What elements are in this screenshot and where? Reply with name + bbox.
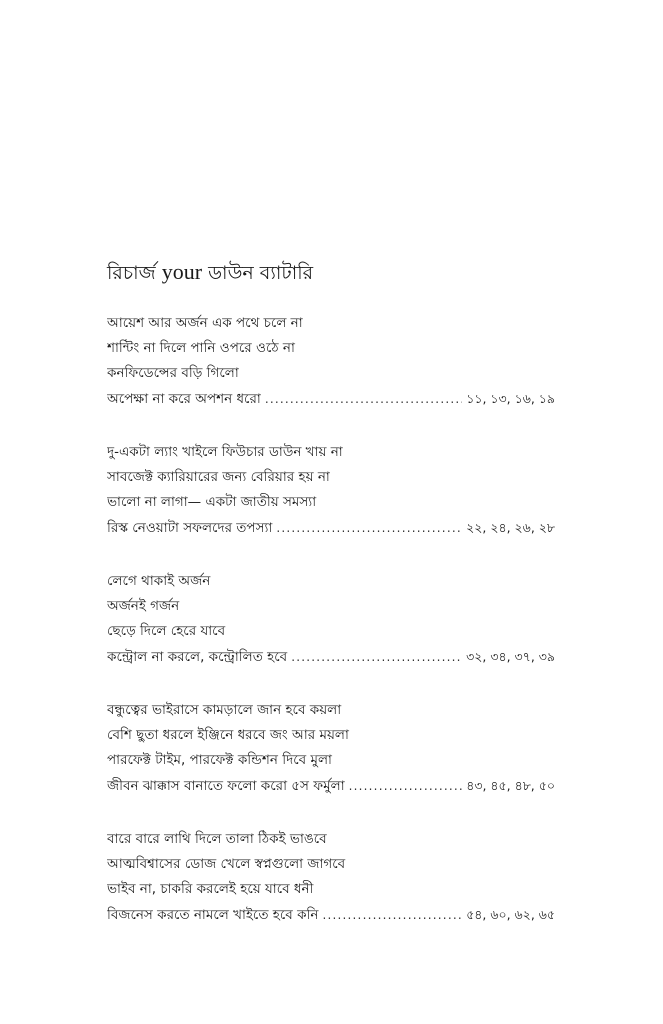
toc-stanza (107, 827, 555, 927)
stanza-line: বারে বারে লাথি দিলে তালা ঠিকই ভাঙবে (107, 831, 327, 847)
page-numbers: ৩২, ৩৪, ৩৭, ৩৯ (466, 649, 555, 664)
page-numbers: ৫৪, ৬০, ৬২, ৬৫ (466, 907, 555, 922)
stanza-line: সাবজেক্ট ক্যারিয়ারের জন্য বেরিয়ার হয় না (107, 469, 330, 485)
toc-stanza (107, 440, 555, 540)
toc-entry[interactable] (107, 515, 555, 540)
stanza-line: ছেড়ে দিলে হেরে যাবে (107, 623, 226, 639)
stanza-line: পারফেক্ট টাইম, পারফেক্ট কন্ডিশন দিবে মুলা (107, 752, 332, 768)
toc-page (107, 258, 555, 956)
title-suffix: ডাউন ব্যাটারি (208, 262, 314, 284)
toc-entry-text: বিজনেস করতে নামলে খাইতে হবে কনি (107, 907, 319, 923)
stanza-line: ভালো না লাগা— একটা জাতীয় সমস্যা (107, 494, 317, 510)
toc-entry[interactable] (107, 386, 555, 411)
stanza-line: বেশি ছুতা ধরলে ইঞ্জিনে ধরবে জং আর ময়লা (107, 727, 349, 743)
section-title (107, 258, 555, 287)
stanza-line: লেগে থাকাই অর্জন (107, 573, 211, 589)
dot-leader (291, 645, 462, 669)
stanza-line: ভাইব না, চাকরি করলেই হয়ে যাবে ধনী (107, 881, 314, 897)
toc-entry-text: জীবন ঝাক্কাস বানাতে ফলো করো ৫স ফর্মুলা (107, 778, 345, 794)
stanza-line: শান্টিং না দিলে পানি ওপরে ওঠে না (107, 340, 295, 356)
toc-entry-text: অপেক্ষা না করে অপশন ধরো (107, 391, 261, 407)
toc-entry-text: কন্ট্রোল না করলে, কন্ট্রোলিত হবে (107, 649, 288, 665)
stanza-line: অর্জনই গর্জন (107, 598, 180, 614)
title-latin: your (161, 259, 203, 284)
stanza-line: দু-একটা ল্যাং খাইলে ফিউচার ডাউন খায় না (107, 444, 343, 460)
toc-stanza (107, 569, 555, 669)
title-prefix: রিচার্জ (107, 262, 156, 284)
toc-stanza (107, 311, 555, 411)
stanza-line: আত্মবিশ্বাসের ডোজ খেলে স্বপ্নগুলো জাগবে (107, 856, 346, 872)
toc-entry[interactable] (107, 644, 555, 669)
toc-stanza (107, 698, 555, 798)
dot-leader (276, 516, 462, 540)
toc-entry[interactable] (107, 773, 555, 798)
toc-entry[interactable] (107, 902, 555, 927)
stanza-line: আয়েশ আর অর্জন এক পথে চলে না (107, 315, 303, 331)
toc-entry-text: রিস্ক নেওয়াটা সফলদের তপস্যা (107, 520, 273, 536)
dot-leader (349, 774, 463, 798)
page-numbers: ২২, ২৪, ২৬, ২৮ (466, 520, 555, 535)
stanza-line: বন্ধুত্বের ভাইরাসে কামড়ালে জান হবে কয়লা (107, 702, 342, 718)
dot-leader (322, 903, 462, 927)
page-numbers: ১১, ১৩, ১৬, ১৯ (466, 391, 555, 406)
page-numbers: ৪৩, ৪৫, ৪৮, ৫০ (466, 778, 555, 793)
stanza-line: কনফিডেন্সের বড়ি গিলো (107, 365, 239, 381)
dot-leader (265, 387, 462, 411)
